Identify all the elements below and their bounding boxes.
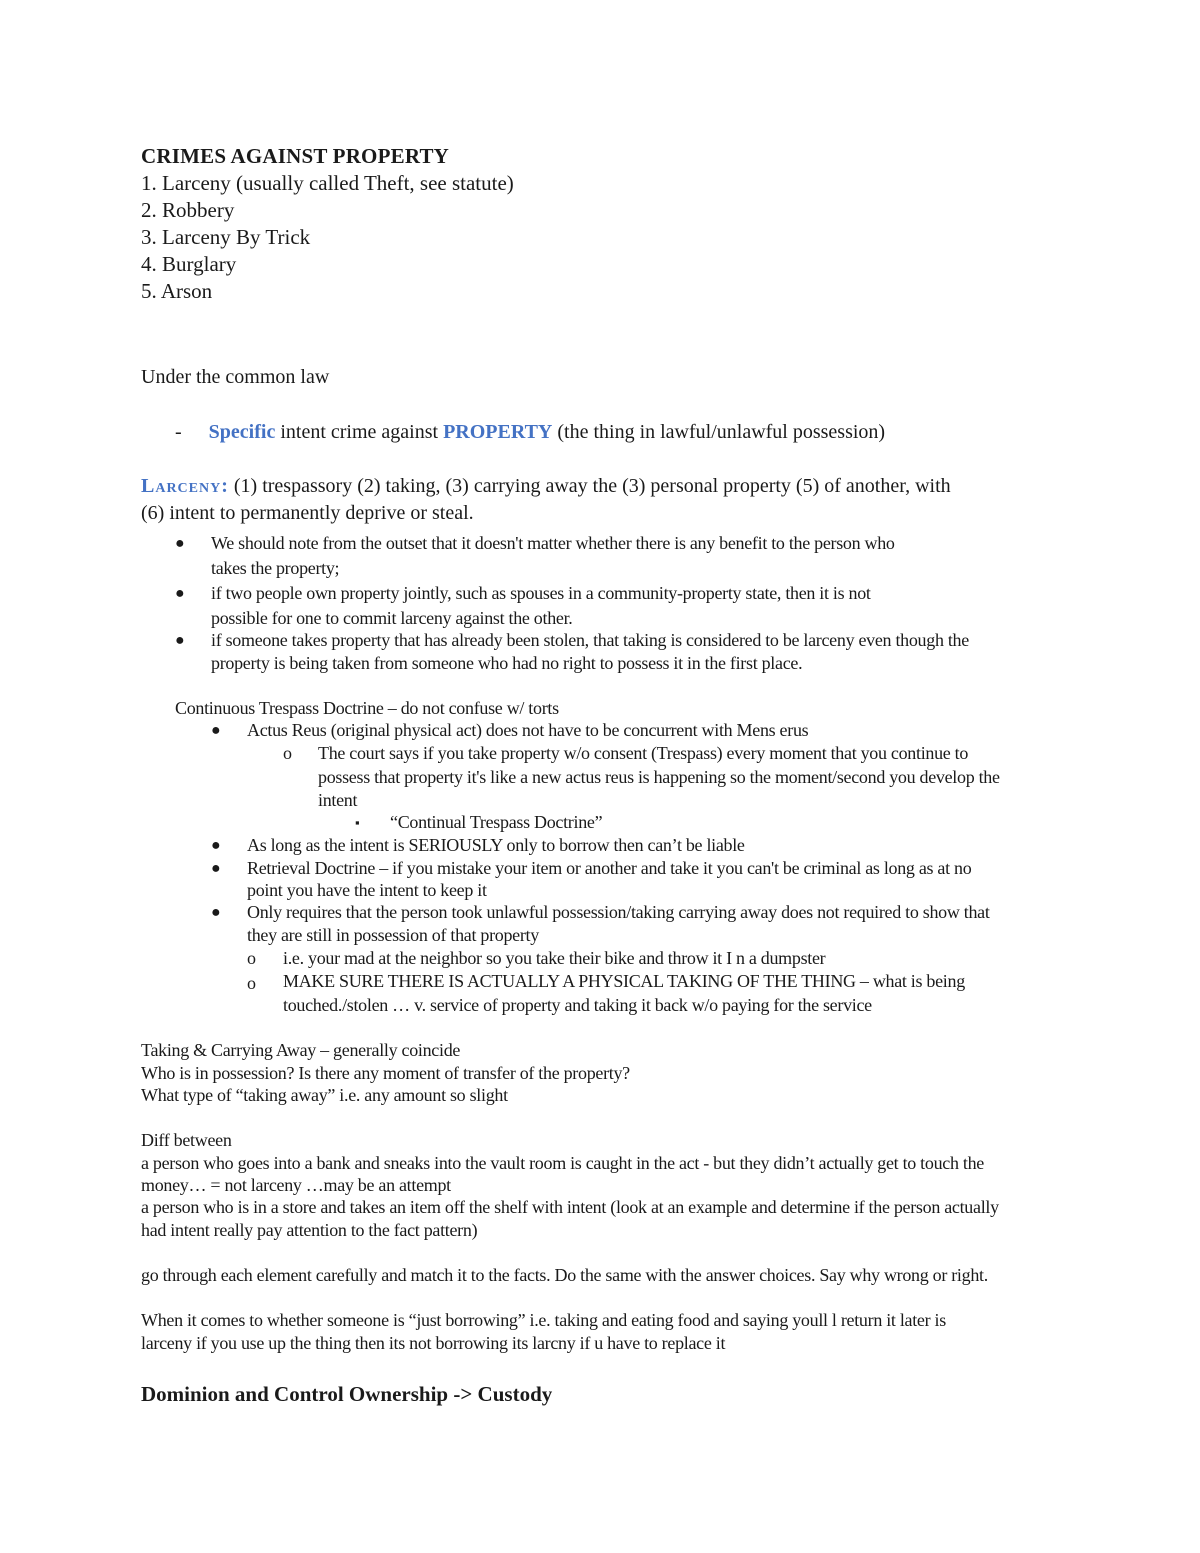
retrieval-text: point you have the intent to keep it [247, 880, 487, 900]
as-long-text: As long as the intent is SERIOUSLY only to borrow then can’t be liable [247, 835, 745, 855]
taking-line: Taking & Carrying Away – generally coincide [141, 1040, 461, 1060]
bullet-marker: ● [211, 860, 221, 877]
common-law-heading: Under the common law [141, 366, 330, 388]
continuous-trespass-heading: Continuous Trespass Doctrine – do not confuse w/ torts [175, 698, 559, 718]
continual-trespass-text: “Continual Trespass Doctrine” [390, 812, 603, 832]
sub-bullet-marker: o [247, 948, 256, 968]
larceny-label: Larceny: [141, 475, 229, 497]
crime-list-item: 4. Burglary [141, 252, 237, 276]
borrowing-line: When it comes to whether someone is “just borrowing” i.e. taking and eating food and saying youll l return it later is [141, 1310, 946, 1330]
larceny-definition-line2: (6) intent to permanently deprive or steal. [141, 502, 474, 524]
only-requires-text: they are still in possession of that property [247, 925, 539, 945]
larceny-definition-line1 [141, 475, 951, 498]
diff-line: money… = not larceny …may be an attempt [141, 1175, 451, 1195]
actus-reus-text: Actus Reus (original physical act) does not have to be concurrent with Mens erus [247, 720, 809, 740]
crime-list-item: 5. Arson [141, 279, 213, 303]
court-text: The court says if you take property w/o consent (Trespass) every moment that you continue to [318, 743, 969, 763]
page-title: CRIMES AGAINST PROPERTY [141, 144, 450, 168]
crime-list-item: 2. Robbery [141, 198, 235, 222]
specific-end-text: (the thing in lawful/unlawful possession) [552, 421, 886, 443]
ie-example-text: i.e. your mad at the neighbor so you take their bike and throw it I n a dumpster [283, 948, 826, 968]
specific-middle-text: intent crime against [275, 421, 444, 443]
make-sure-text: MAKE SURE THERE IS ACTUALLY A PHYSICAL TAKING OF THE THING – what is being [283, 971, 965, 991]
specific-intent-line [175, 421, 885, 444]
bullet-text: takes the property; [211, 558, 340, 578]
taking-line: What type of “taking away” i.e. any amount so slight [141, 1085, 508, 1105]
only-requires-text: Only requires that the person took unlawful possession/taking carrying away does not required to show that [247, 902, 990, 922]
bullet-text: possible for one to commit larceny against the other. [211, 608, 573, 628]
court-text: intent [318, 790, 358, 810]
borrowing-line: larceny if you use up the thing then its not borrowing its larcny if u have to replace it [141, 1333, 726, 1353]
dash-marker: - [175, 421, 182, 443]
property-term: PROPERTY [443, 421, 553, 443]
bullet-marker: ● [211, 904, 221, 921]
diff-line: a person who is in a store and takes an item off the shelf with intent (look at an example and determine if the person actually [141, 1197, 999, 1217]
dominion-heading: Dominion and Control Ownership -> Custody [141, 1382, 553, 1406]
sub-bullet-marker: o [247, 973, 256, 993]
diff-line: Diff between [141, 1130, 232, 1150]
crime-list-item: 3. Larceny By Trick [141, 225, 311, 249]
specific-term: Specific [208, 421, 276, 443]
court-text: possess that property it's like a new actus reus is happening so the moment/second you develop the [318, 767, 1000, 787]
crime-list-item: 1. Larceny (usually called Theft, see statute) [141, 171, 514, 195]
bullet-text: if someone takes property that has already been stolen, that taking is considered to be larceny even though the [211, 630, 969, 650]
larceny-elements: (1) trespassory (2) taking, (3) carrying away the (3) personal property (5) of another, with [228, 475, 951, 497]
bullet-marker: ● [175, 535, 185, 552]
bullet-marker: ● [175, 632, 185, 649]
bullet-text: property is being taken from someone who had no right to possess it in the first place. [211, 653, 803, 673]
taking-line: Who is in possession? Is there any moment of transfer of the property? [141, 1063, 630, 1083]
diff-line: a person who goes into a bank and sneaks into the vault room is caught in the act - but they didn’t actually get to touch the [141, 1153, 984, 1173]
go-through-line: go through each element carefully and match it to the facts. Do the same with the answer choices. Say why wrong or right. [141, 1265, 988, 1285]
retrieval-text: Retrieval Doctrine – if you mistake your item or another and take it you can't be criminal as long as at no [247, 858, 972, 878]
bullet-marker: ● [211, 722, 221, 739]
square-bullet-marker: ▪ [355, 815, 360, 830]
bullet-marker: ● [175, 585, 185, 602]
bullet-text: We should note from the outset that it doesn't matter whether there is any benefit to the person who [211, 533, 895, 553]
bullet-marker: ● [211, 837, 221, 854]
bullet-text: if two people own property jointly, such as spouses in a community-property state, then it is not [211, 583, 871, 603]
diff-line: had intent really pay attention to the fact pattern) [141, 1220, 478, 1240]
make-sure-text: touched./stolen … v. service of property and taking it back w/o paying for the service [283, 995, 872, 1015]
sub-bullet-marker: o [283, 743, 292, 763]
